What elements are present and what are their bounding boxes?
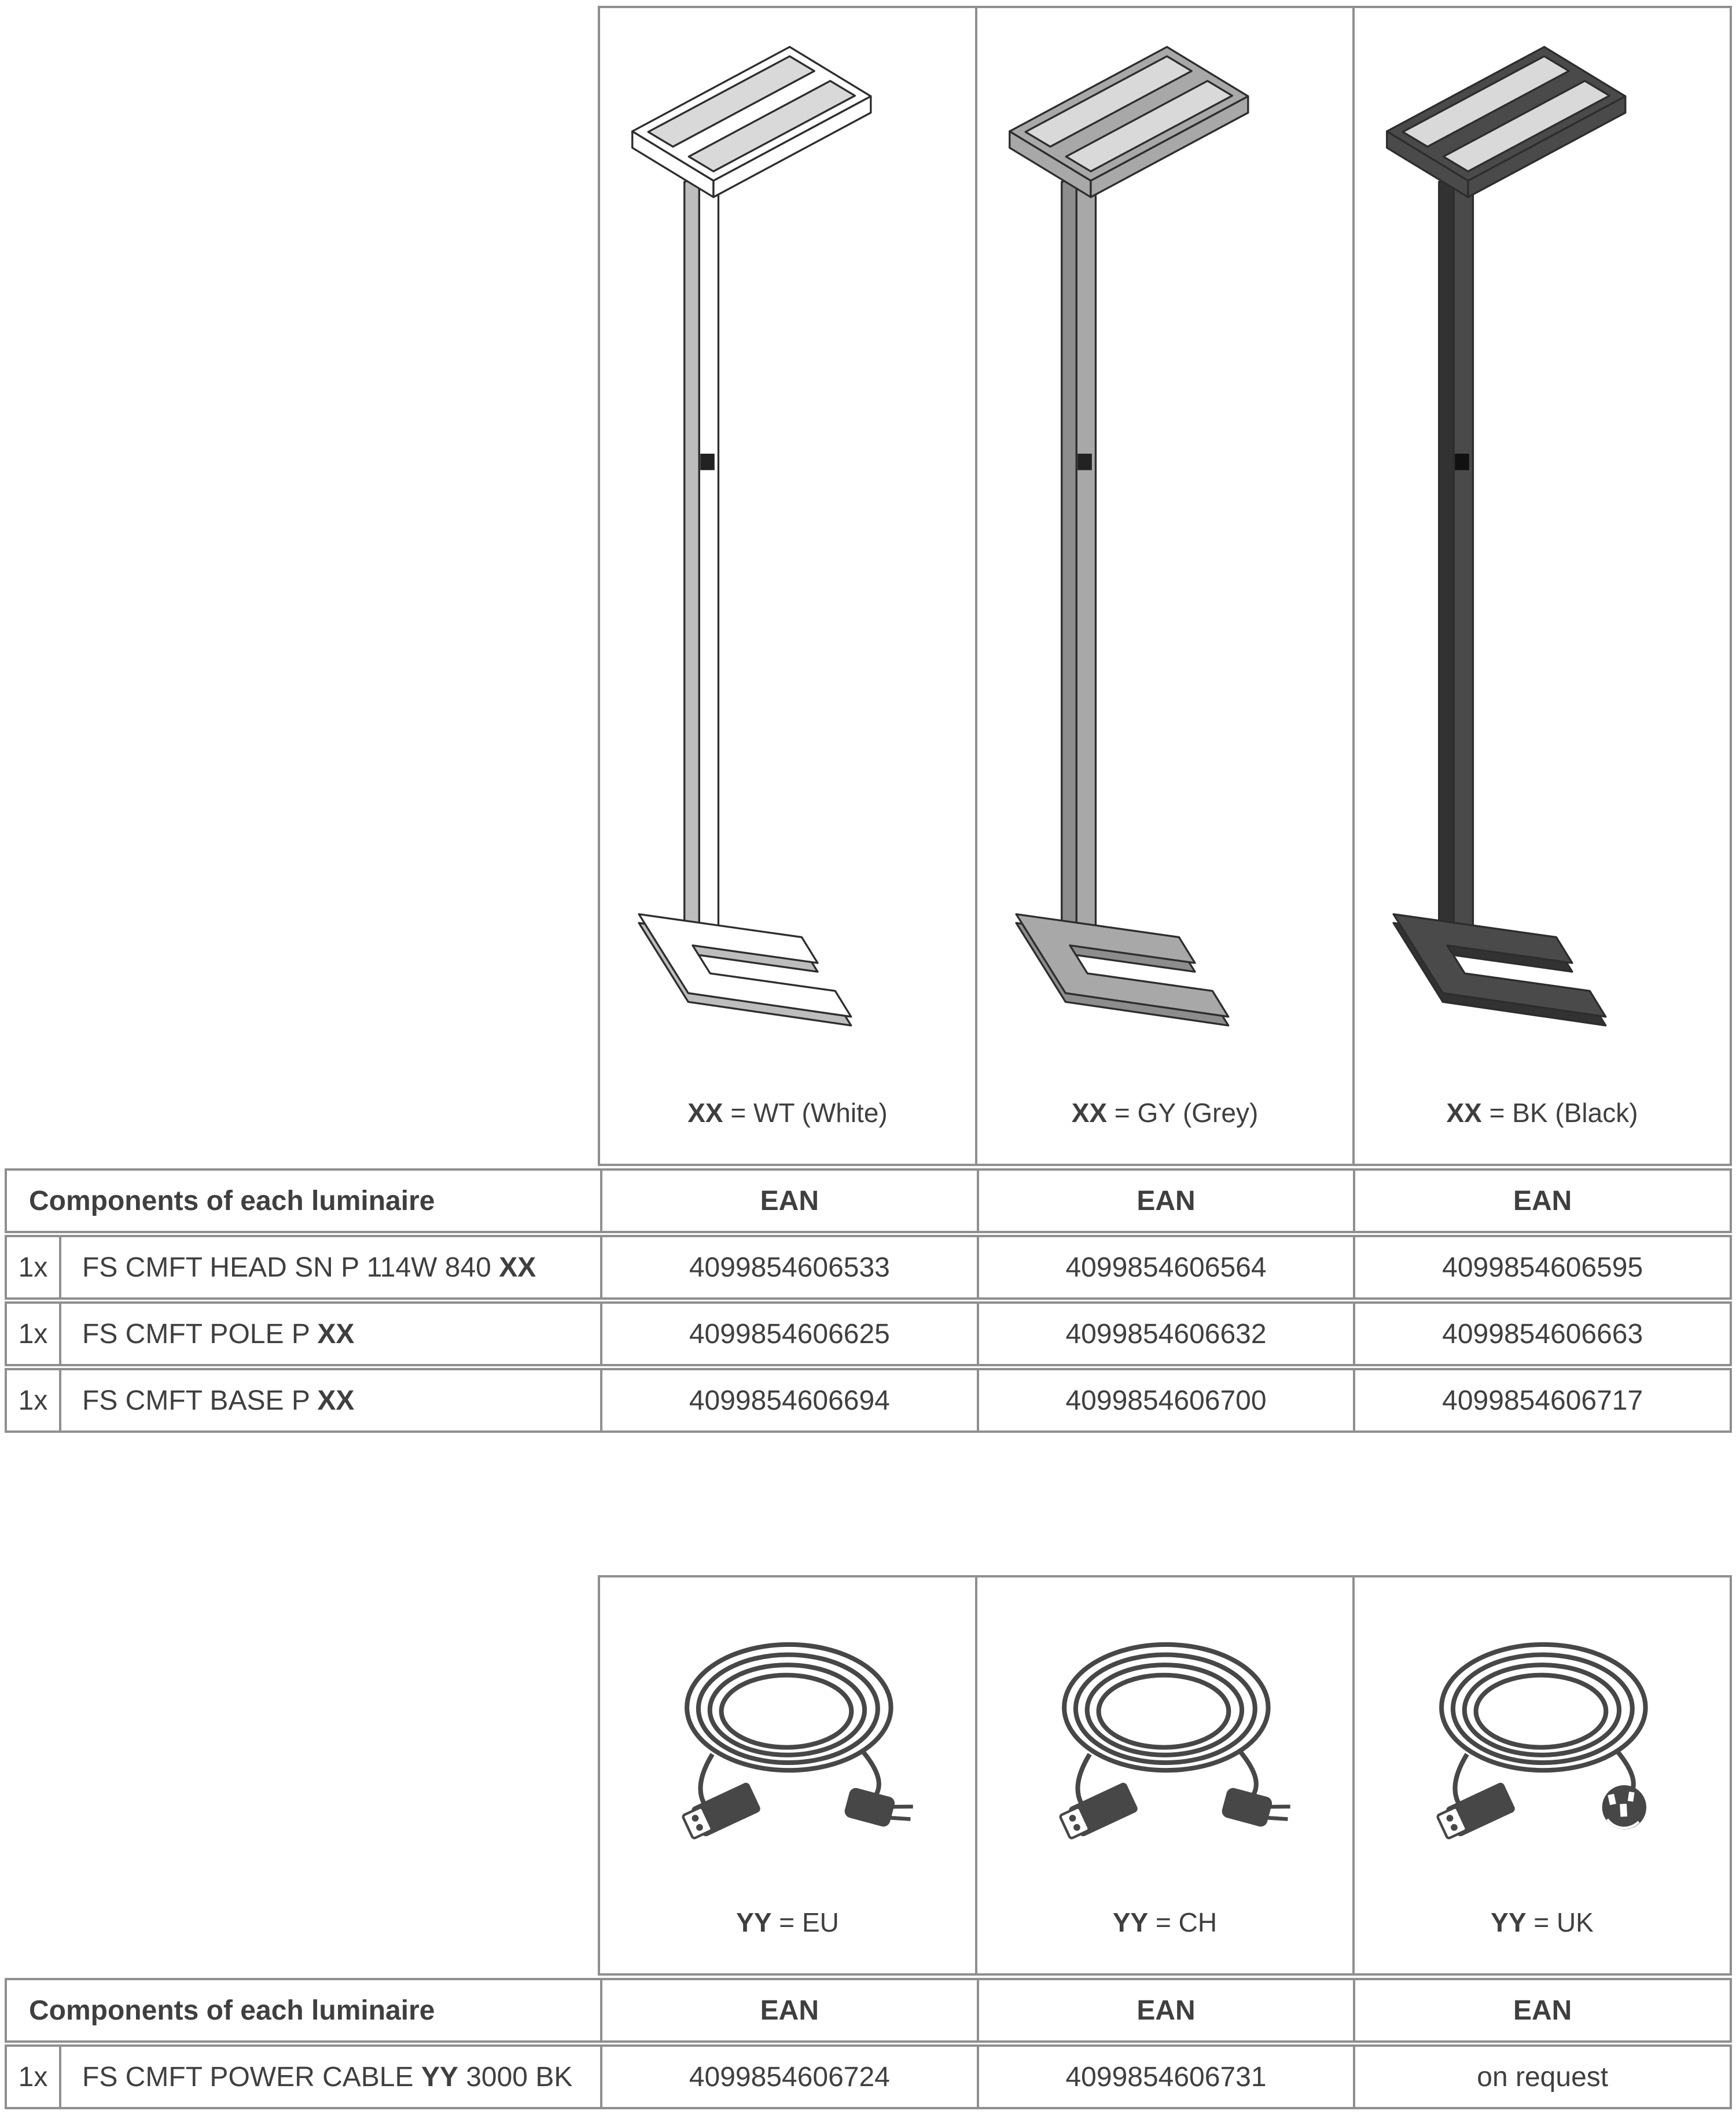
variant-code: YY bbox=[736, 1907, 772, 1937]
variant-name: = BK (Black) bbox=[1481, 1098, 1638, 1128]
table-header-row bbox=[5, 1168, 1732, 1233]
component-description bbox=[59, 2047, 600, 2107]
floor-lamp-illustration bbox=[977, 8, 1352, 1095]
floor-lamp-illustration bbox=[1355, 8, 1730, 1095]
variant-name: = WT (White) bbox=[723, 1098, 888, 1128]
ean-cell: 4099854606595 bbox=[1353, 1237, 1730, 1297]
table-row bbox=[5, 2044, 1732, 2109]
variant-code-label bbox=[1113, 1905, 1217, 1973]
luminaire-variant-cell-black bbox=[1352, 8, 1730, 1164]
luminaire-section bbox=[0, 6, 1736, 1433]
variant-code: XX bbox=[1446, 1098, 1482, 1128]
ean-cell: 4099854606663 bbox=[1353, 1304, 1730, 1364]
cable-components-table bbox=[5, 1978, 1732, 2109]
ean-cell: 4099854606533 bbox=[600, 1237, 977, 1297]
quantity-cell: 1x bbox=[18, 1318, 48, 1349]
variant-name: = UK bbox=[1526, 1907, 1594, 1937]
quantity-cell: 1x bbox=[18, 1252, 48, 1283]
power-cable-icon bbox=[1026, 1608, 1304, 1880]
component-description bbox=[59, 1370, 600, 1430]
power-cable-icon bbox=[1403, 1608, 1681, 1880]
luminaire-variant-cell-white bbox=[600, 8, 975, 1164]
floor-lamp-icon bbox=[609, 16, 967, 1058]
lamp-sensor-icon bbox=[700, 454, 715, 470]
table-header-row bbox=[5, 1978, 1732, 2043]
ean-cell: 4099854606625 bbox=[600, 1304, 977, 1364]
description-text: FS CMFT POLE P bbox=[82, 1318, 318, 1349]
lamp-base bbox=[1386, 47, 1625, 1017]
lamp-sensor-icon bbox=[1077, 454, 1092, 470]
lamp-pole-front bbox=[1076, 175, 1095, 951]
catalog-page bbox=[0, 6, 1736, 2122]
description-code: YY bbox=[421, 2061, 458, 2092]
description-code: XX bbox=[317, 1385, 355, 1416]
ean-header: EAN bbox=[1353, 1980, 1730, 2040]
lamp-base bbox=[632, 47, 870, 1017]
description-code: XX bbox=[499, 1252, 536, 1283]
variant-name: = GY (Grey) bbox=[1107, 1098, 1259, 1128]
luminaire-figure-row bbox=[598, 6, 1732, 1166]
ean-header: EAN bbox=[600, 1980, 977, 2040]
variant-code-label bbox=[687, 1095, 887, 1164]
quantity-cell: 1x bbox=[18, 2061, 48, 2092]
floor-lamp-illustration bbox=[600, 8, 975, 1095]
ean-cell: on request bbox=[1353, 2047, 1730, 2107]
variant-code: YY bbox=[1112, 1907, 1149, 1937]
description-text: FS CMFT HEAD SN P 114W 840 bbox=[82, 1252, 499, 1283]
power-cable-section bbox=[0, 1575, 1736, 2109]
lamp-pole-side bbox=[684, 178, 699, 954]
power-cable-illustration bbox=[600, 1577, 975, 1905]
ean-header: EAN bbox=[600, 1171, 977, 1231]
variant-code: YY bbox=[1491, 1907, 1527, 1937]
cable-coil bbox=[687, 1645, 891, 1770]
description-text: FS CMFT BASE P bbox=[82, 1385, 318, 1416]
table-row bbox=[5, 1368, 1732, 1433]
plug-round-icon bbox=[1602, 1785, 1646, 1829]
ean-header: EAN bbox=[977, 1980, 1354, 2040]
lamp-pole-side bbox=[1061, 178, 1076, 954]
ean-cell: 4099854606694 bbox=[600, 1370, 977, 1430]
ean-header: EAN bbox=[977, 1171, 1354, 1231]
luminaire-components-table bbox=[5, 1168, 1732, 1433]
variant-name: = EU bbox=[771, 1907, 839, 1937]
table-row bbox=[5, 1235, 1732, 1300]
cable-variant-cell-eu bbox=[600, 1577, 975, 1973]
variant-code-label bbox=[1491, 1905, 1594, 1973]
cable-coil bbox=[1064, 1645, 1268, 1770]
lamp-pole-side bbox=[1439, 178, 1454, 954]
variant-code-label bbox=[1446, 1095, 1638, 1164]
ean-cell: 4099854606717 bbox=[1353, 1370, 1730, 1430]
ean-cell: 4099854606632 bbox=[977, 1304, 1354, 1364]
table-row bbox=[5, 1301, 1732, 1366]
variant-code: XX bbox=[1071, 1098, 1108, 1128]
power-cable-illustration bbox=[1355, 1577, 1730, 1905]
floor-lamp-icon bbox=[986, 16, 1344, 1058]
cable-coupler-icon bbox=[1058, 1781, 1139, 1842]
quantity-cell: 1x bbox=[18, 1385, 48, 1416]
power-cable-icon bbox=[649, 1608, 926, 1880]
components-header: Components of each luminaire bbox=[29, 1185, 435, 1216]
description-code: XX bbox=[317, 1318, 355, 1349]
lamp-base bbox=[1009, 47, 1248, 1017]
cable-variant-cell-uk bbox=[1352, 1577, 1730, 1973]
description-text: 3000 BK bbox=[458, 2061, 573, 2092]
component-description bbox=[59, 1304, 600, 1364]
luminaire-variant-cell-grey bbox=[975, 8, 1352, 1164]
cable-figure-row bbox=[598, 1575, 1732, 1976]
ean-cell: 4099854606564 bbox=[977, 1237, 1354, 1297]
variant-code: XX bbox=[687, 1098, 723, 1128]
floor-lamp-icon bbox=[1363, 16, 1722, 1058]
ean-cell: 4099854606731 bbox=[977, 2047, 1354, 2107]
ean-cell: 4099854606724 bbox=[600, 2047, 977, 2107]
variant-name: = CH bbox=[1148, 1907, 1218, 1937]
cable-coil bbox=[1441, 1645, 1646, 1770]
ean-cell: 4099854606700 bbox=[977, 1370, 1354, 1430]
power-cable-illustration bbox=[977, 1577, 1352, 1905]
component-description bbox=[59, 1237, 600, 1297]
variant-code-label bbox=[736, 1905, 839, 1973]
ean-header: EAN bbox=[1353, 1171, 1730, 1231]
cable-coupler-icon bbox=[1436, 1781, 1516, 1842]
lamp-pole-front bbox=[699, 175, 718, 951]
lamp-sensor-icon bbox=[1455, 454, 1469, 470]
variant-code-label bbox=[1072, 1095, 1259, 1164]
components-header: Components of each luminaire bbox=[29, 1995, 435, 2026]
lamp-pole-front bbox=[1454, 175, 1473, 951]
description-text: FS CMFT POWER CABLE bbox=[82, 2061, 421, 2092]
cable-variant-cell-ch bbox=[975, 1577, 1352, 1973]
cable-coupler-icon bbox=[681, 1781, 762, 1842]
